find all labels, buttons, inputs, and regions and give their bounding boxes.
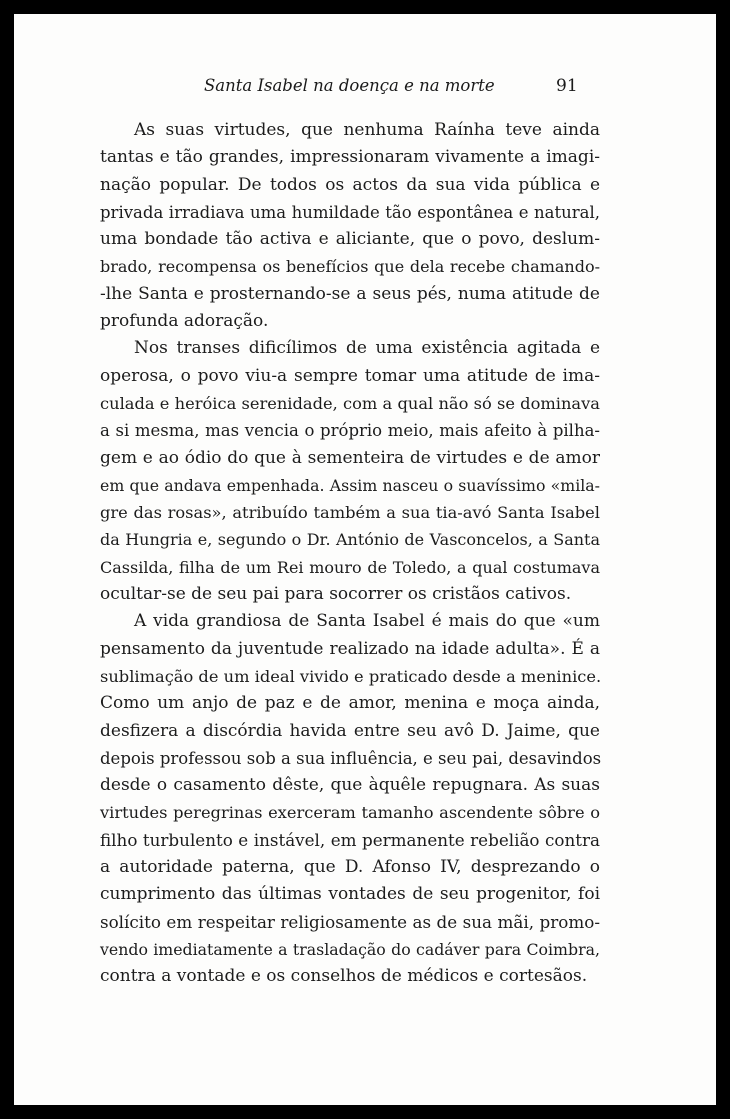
page-header xyxy=(14,76,716,100)
text-line: cumprimento das últimas vontades de seu progenitor, foi xyxy=(100,884,600,905)
paragraph-2 xyxy=(100,335,600,608)
text-line: nação popular. De todos os actos da sua vida pública e xyxy=(100,174,600,195)
text-line: a si mesma, mas vencia o próprio meio, mais afeito à pilha- xyxy=(100,421,600,441)
text-line: virtudes peregrinas exerceram tamanho ascendente sôbre o xyxy=(100,803,600,823)
text-line: em que andava empenhada. Assim nasceu o suavíssimo «mila- xyxy=(100,475,600,495)
book-page xyxy=(14,14,716,1105)
text-line: a autoridade paterna, que D. Afonso IV, desprezando o xyxy=(100,857,600,878)
text-line: pensamento da juventude realizado na idade adulta». É a xyxy=(100,638,600,659)
text-line: privada irradiava uma humildade tão espontânea e natural, xyxy=(100,202,600,222)
text-line: filho turbulento e instável, em permanente rebelião contra xyxy=(100,829,600,850)
text-line: contra a vontade e os conselhos de médicos e cortesãos. xyxy=(100,966,588,987)
paragraph-1 xyxy=(100,117,600,335)
text-line: As suas virtudes, que nenhuma Raínha teve ainda xyxy=(134,120,600,140)
text-line: gem e ao ódio do que à sementeira de virtudes e de amor xyxy=(100,447,600,468)
text-line: A vida grandiosa de Santa Isabel é mais do que «um xyxy=(134,611,600,632)
text-line: desfizera a discórdia havida entre seu avô D. Jaime, que xyxy=(100,720,600,741)
text-line: depois professou sob a sua influência, e seu pai, desavindos xyxy=(100,748,602,768)
text-line: sublimação de um ideal vivido e praticado desde a meninice. xyxy=(100,666,602,686)
text-line: culada e heróica serenidade, com a qual não só se dominava xyxy=(100,393,600,413)
text-line: Nos transes dificílimos de uma existência agitada e xyxy=(134,338,600,359)
page-number: 91 xyxy=(556,76,578,96)
text-line: operosa, o povo viu-a sempre tomar uma atitude de ima- xyxy=(100,365,600,386)
running-title: Santa Isabel na doença e na morte xyxy=(204,76,495,95)
text-line: solícito em respeitar religiosamente as de sua mãi, promo- xyxy=(100,911,600,932)
text-line: Cassilda, filha de um Rei mouro de Toledo, a qual costumava xyxy=(100,557,600,577)
text-line: da Hungria e, segundo o Dr. António de Vasconcelos, a Santa xyxy=(100,530,600,550)
text-line: Como um anjo de paz e de amor, menina e moça ainda, xyxy=(100,693,600,714)
text-line: -lhe Santa e prosternando-se a seus pés, numa atitude de xyxy=(100,283,600,304)
text-line: gre das rosas», atribuído também a sua tia-avó Santa Isabel xyxy=(100,503,600,523)
text-line: uma bondade tão activa e aliciante, que o povo, deslum- xyxy=(100,229,600,250)
text-line: brado, recompensa os benefícios que dela recebe chamando- xyxy=(100,257,600,277)
text-line: desde o casamento dêste, que àquêle repugnara. As suas xyxy=(100,775,600,796)
paragraph-3 xyxy=(100,608,600,990)
text-line: vendo imediatamente a trasladação do cadáver para Coimbra, xyxy=(100,939,600,959)
text-line: ocultar-se de seu pai para socorrer os cristãos cativos. xyxy=(100,584,572,605)
text-line: tantas e tão grandes, impressionaram vivamente a imagi- xyxy=(100,147,600,168)
text-line: profunda adoração. xyxy=(100,311,269,332)
body-text xyxy=(100,117,600,991)
